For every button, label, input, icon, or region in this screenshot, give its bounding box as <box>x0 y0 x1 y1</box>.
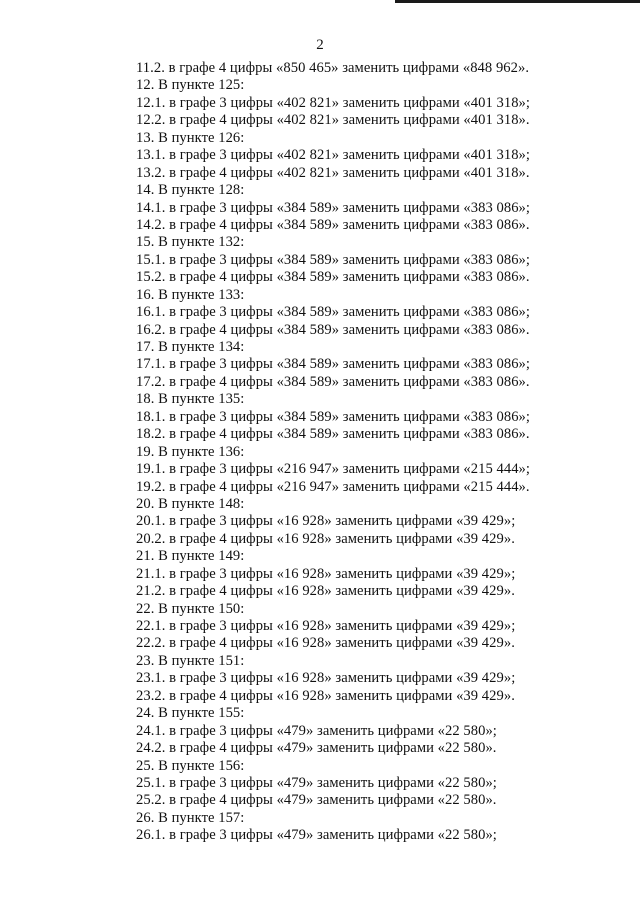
amendment-line: 21.1. в графе 3 цифры «16 928» заменить цифрами «39 429»; <box>136 565 516 582</box>
amendment-line: 25. В пункте 156: <box>136 757 245 774</box>
amendment-line: 23.2. в графе 4 цифры «16 928» заменить цифрами «39 429». <box>136 687 515 704</box>
amendment-line: 20.1. в графе 3 цифры «16 928» заменить цифрами «39 429»; <box>136 513 516 530</box>
amendment-line: 22.2. в графе 4 цифры «16 928» заменить цифрами «39 429». <box>136 635 515 652</box>
amendment-line: 14. В пункте 128: <box>136 182 245 199</box>
amendment-line: 25.1. в графе 3 цифры «479» заменить цифрами «22 580»; <box>136 774 497 791</box>
amendment-line: 12.2. в графе 4 цифры «402 821» заменить цифрами «401 318». <box>136 112 530 129</box>
amendment-line: 18.2. в графе 4 цифры «384 589» заменить цифрами «383 086». <box>136 426 530 443</box>
amendment-line: 24.2. в графе 4 цифры «479» заменить цифрами «22 580». <box>136 740 497 757</box>
amendment-line: 25.2. в графе 4 цифры «479» заменить цифрами «22 580». <box>136 792 497 809</box>
amendment-line: 18.1. в графе 3 цифры «384 589» заменить цифрами «383 086»; <box>136 408 530 425</box>
amendment-line: 22. В пункте 150: <box>136 600 245 617</box>
amendment-line: 15. В пункте 132: <box>136 234 245 251</box>
amendment-line: 17. В пункте 134: <box>136 339 245 355</box>
amendment-line: 13.2. в графе 4 цифры «402 821» заменить цифрами «401 318». <box>136 164 530 181</box>
amendment-line: 15.1. в графе 3 цифры «384 589» заменить цифрами «383 086»; <box>136 251 530 268</box>
amendment-line: 13. В пункте 126: <box>136 129 245 146</box>
amendment-line: 18. В пункте 135: <box>136 391 245 408</box>
amendment-line: 14.2. в графе 4 цифры «384 589» заменить цифрами «383 086». <box>136 216 530 233</box>
amendment-line: 21.2. в графе 4 цифры «16 928» заменить цифрами «39 429». <box>136 583 515 600</box>
amendment-line: 13.1. в графе 3 цифры «402 821» заменить цифрами «401 318»; <box>136 147 530 164</box>
amendment-line: 19.2. в графе 4 цифры «216 947» заменить цифрами «215 444». <box>136 478 530 495</box>
amendment-line: 20.2. в графе 4 цифры «16 928» заменить цифрами «39 429». <box>136 530 515 547</box>
amendment-line: 22.1. в графе 3 цифры «16 928» заменить цифрами «39 429»; <box>136 618 516 634</box>
amendment-line: 17.2. в графе 4 цифры «384 589» заменить цифрами «383 086». <box>136 373 530 390</box>
amendment-line: 16.2. в графе 4 цифры «384 589» заменить цифрами «383 086». <box>136 321 530 338</box>
amendment-line: 11.2. в графе 4 цифры «850 465» заменить цифрами «848 962». <box>136 60 530 76</box>
amendment-line: 14.1. в графе 3 цифры «384 589» заменить цифрами «383 086»; <box>136 199 530 216</box>
amendment-line: 19. В пункте 136: <box>136 443 245 460</box>
top-edge-rule <box>395 0 640 3</box>
amendment-line: 26. В пункте 157: <box>136 809 245 826</box>
amendment-line: 16. В пункте 133: <box>136 286 245 303</box>
amendment-line: 24. В пункте 155: <box>136 705 245 722</box>
amendment-line: 24.1. в графе 3 цифры «479» заменить цифрами «22 580»; <box>136 722 497 739</box>
page-number: 2 <box>316 37 324 53</box>
amendment-line: 12.1. в графе 3 цифры «402 821» заменить цифрами «401 318»; <box>136 94 530 111</box>
amendment-line: 23. В пункте 151: <box>136 652 245 669</box>
amendment-line: 19.1. в графе 3 цифры «216 947» заменить цифрами «215 444»; <box>136 461 530 478</box>
amendment-line: 15.2. в графе 4 цифры «384 589» заменить цифрами «383 086». <box>136 269 530 286</box>
amendment-list <box>136 60 606 845</box>
amendment-line: 17.1. в графе 3 цифры «384 589» заменить цифрами «383 086»; <box>136 356 530 373</box>
amendment-line: 20. В пункте 148: <box>136 495 245 512</box>
amendment-line: 16.1. в графе 3 цифры «384 589» заменить цифрами «383 086»; <box>136 304 530 321</box>
amendment-line: 23.1. в графе 3 цифры «16 928» заменить цифрами «39 429»; <box>136 670 516 687</box>
amendment-line: 21. В пункте 149: <box>136 548 245 565</box>
amendment-line: 26.1. в графе 3 цифры «479» заменить цифрами «22 580»; <box>136 827 497 844</box>
amendment-line: 12. В пункте 125: <box>136 77 245 94</box>
